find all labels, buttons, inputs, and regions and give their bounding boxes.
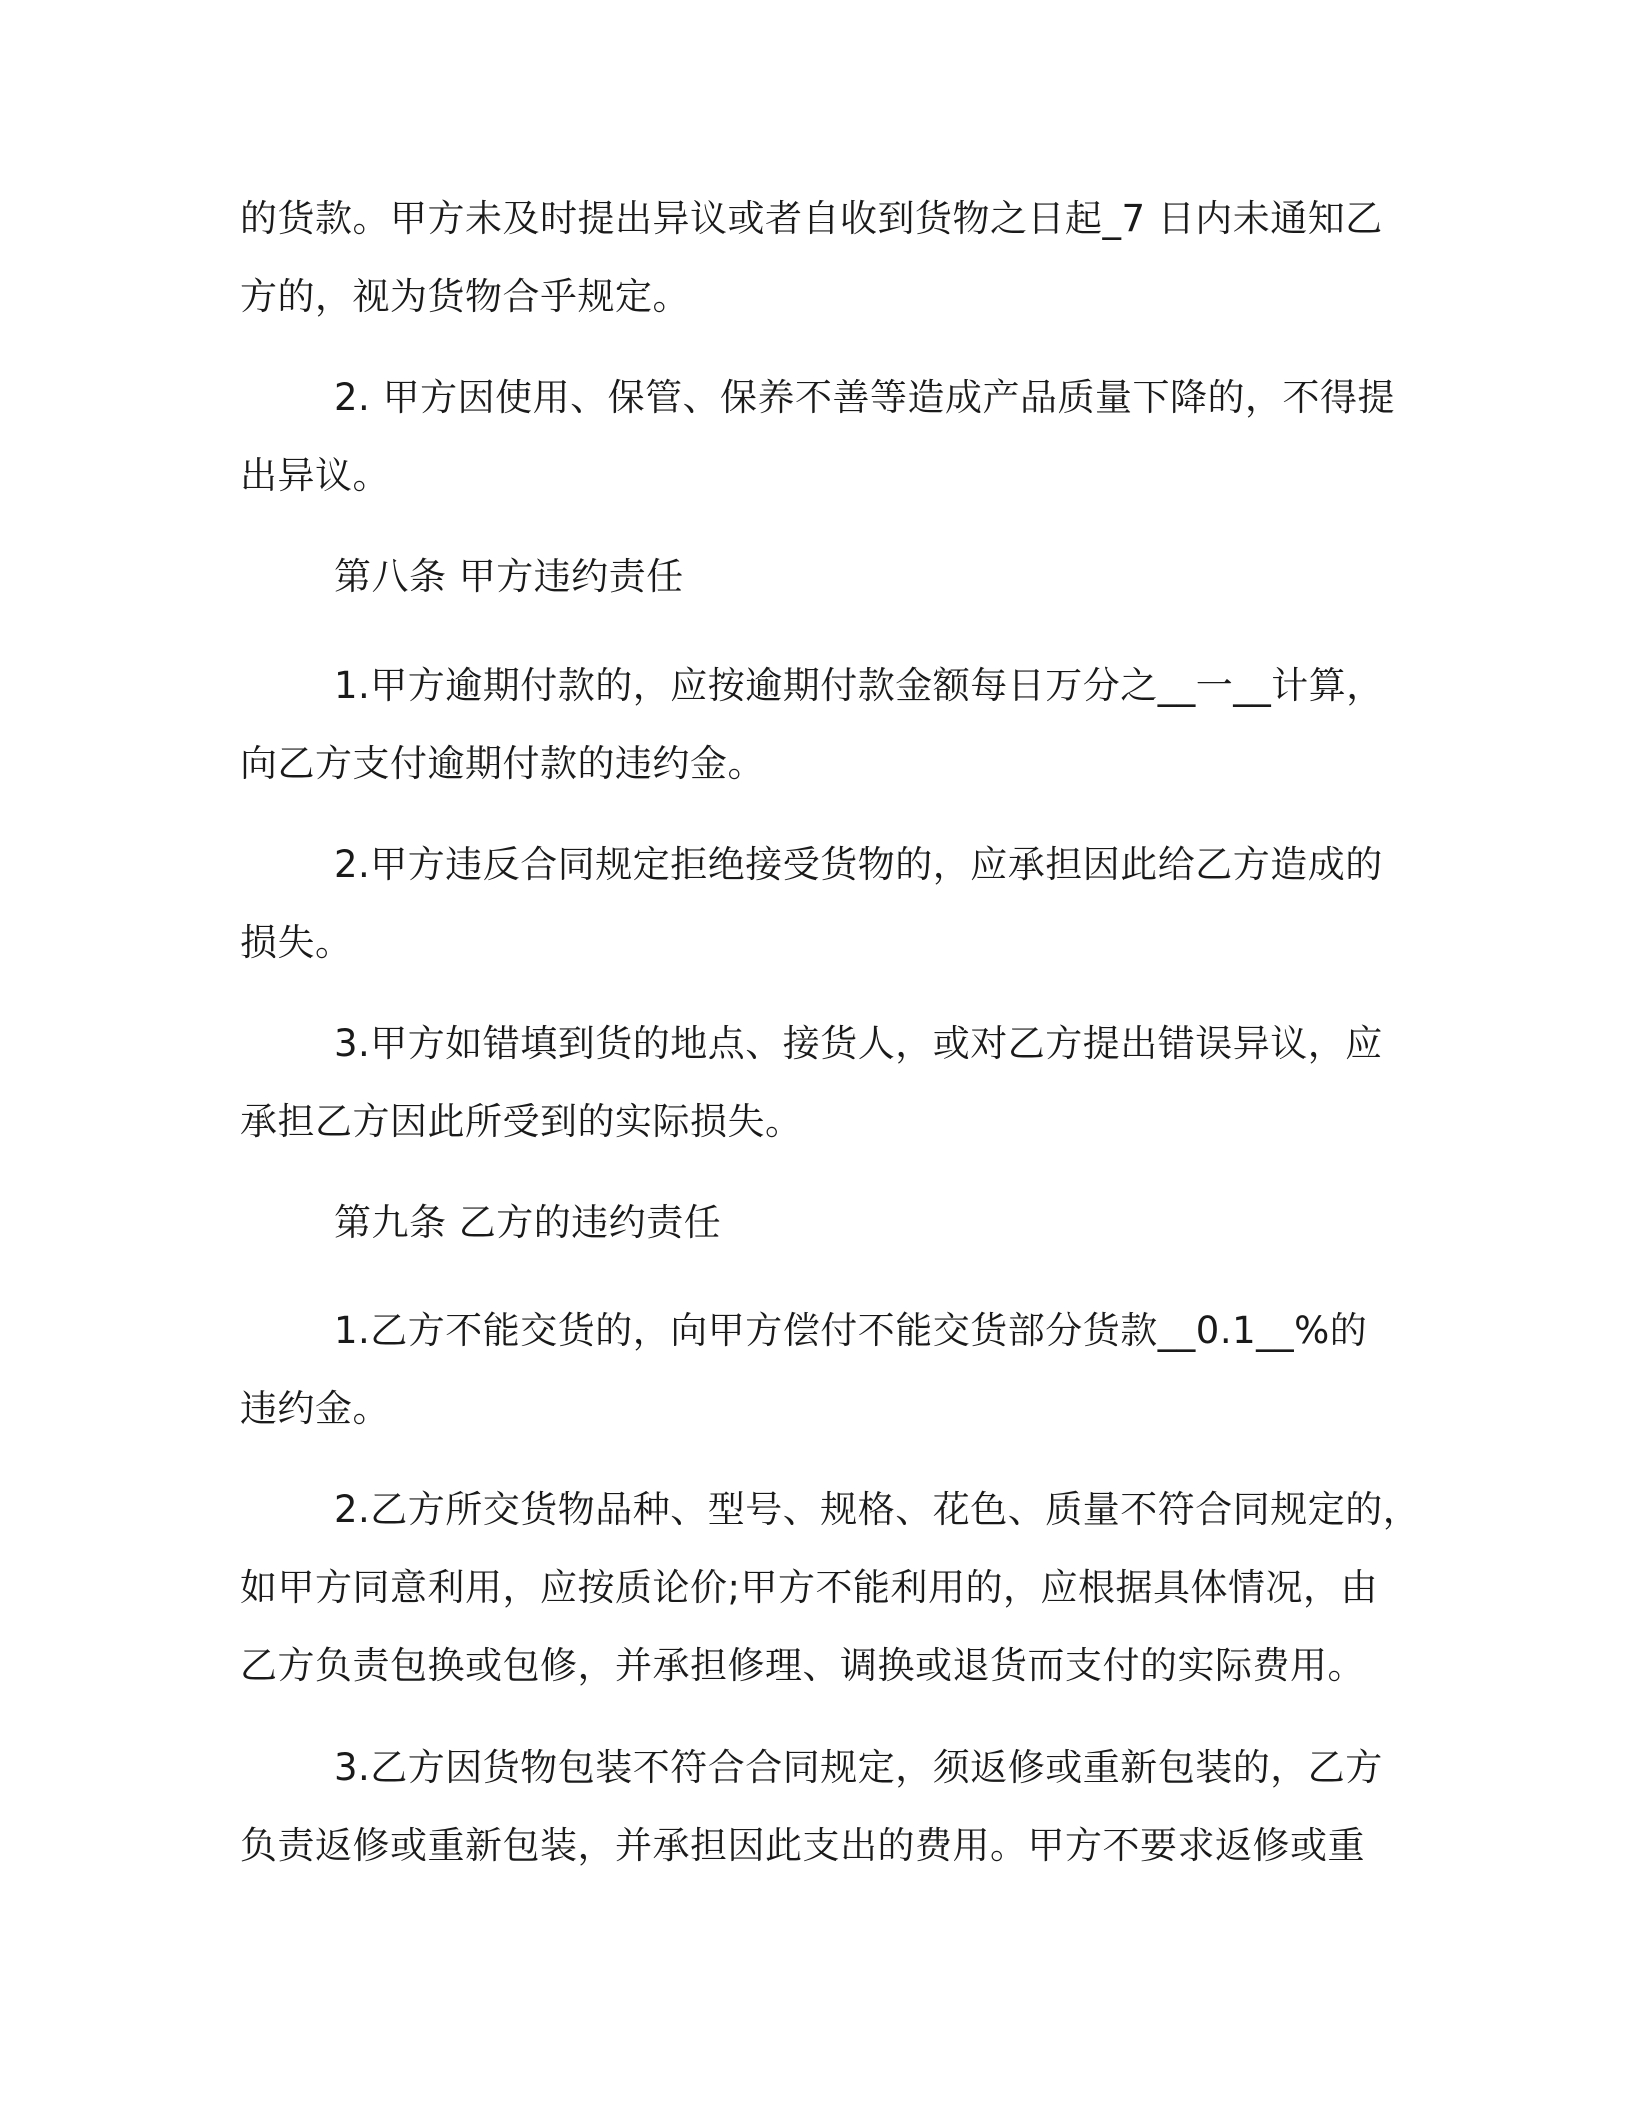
article-8-heading: 第八条 甲方违约责任 (334, 555, 684, 598)
text-line: 1.甲方逾期付款的，应按逾期付款金额每日万分之__一__计算， (334, 664, 1384, 707)
text-line: 1.乙方不能交货的，向甲方偿付不能交货部分货款__0.1__%的 (334, 1309, 1368, 1352)
paragraph-9-2 (240, 1471, 1421, 1705)
text-line: 损失。 (240, 921, 353, 964)
text-line: 如甲方同意利用，应按质论价;甲方不能利用的，应根据具体情况，由 (240, 1566, 1378, 1609)
paragraph-9-3 (240, 1729, 1390, 1885)
text-line: 2.甲方违反合同规定拒绝接受货物的，应承担因此给乙方造成的 (334, 843, 1383, 886)
text-line: 3.甲方如错填到货的地点、接货人，或对乙方提出错误异议，应 (334, 1022, 1383, 1065)
text-line: 出异议。 (240, 454, 390, 497)
text-line: 3.乙方因货物包装不符合合同规定，须返修或重新包装的，乙方 (334, 1746, 1383, 1789)
text-line: 方的，视为货物合乎规定。 (240, 275, 690, 318)
text-line: 违约金。 (240, 1387, 390, 1430)
article-9-heading: 第九条 乙方的违约责任 (334, 1201, 722, 1244)
paragraph-9-1 (240, 1292, 1390, 1448)
paragraph-improper-use (240, 359, 1396, 515)
paragraph-8-1 (240, 647, 1390, 803)
text-line: 2.乙方所交货物品种、型号、规格、花色、质量不符合同规定的， (334, 1488, 1421, 1531)
text-line: 乙方负责包换或包修，并承担修理、调换或退货而支付的实际费用。 (240, 1644, 1365, 1687)
paragraph-8-2 (240, 826, 1390, 982)
text-line: 承担乙方因此所受到的实际损失。 (240, 1100, 803, 1143)
text-line: 的货款。甲方未及时提出异议或者自收到货物之日起_7 日内未通知乙 (240, 197, 1383, 240)
text-line: 向乙方支付逾期付款的违约金。 (240, 742, 765, 785)
text-line: 2. 甲方因使用、保管、保养不善等造成产品质量下降的，不得提 (334, 376, 1396, 419)
paragraph-8-3 (240, 1005, 1390, 1161)
text-line: 负责返修或重新包装，并承担因此支出的费用。甲方不要求返修或重 (240, 1824, 1365, 1867)
paragraph-continuation (240, 180, 1390, 336)
